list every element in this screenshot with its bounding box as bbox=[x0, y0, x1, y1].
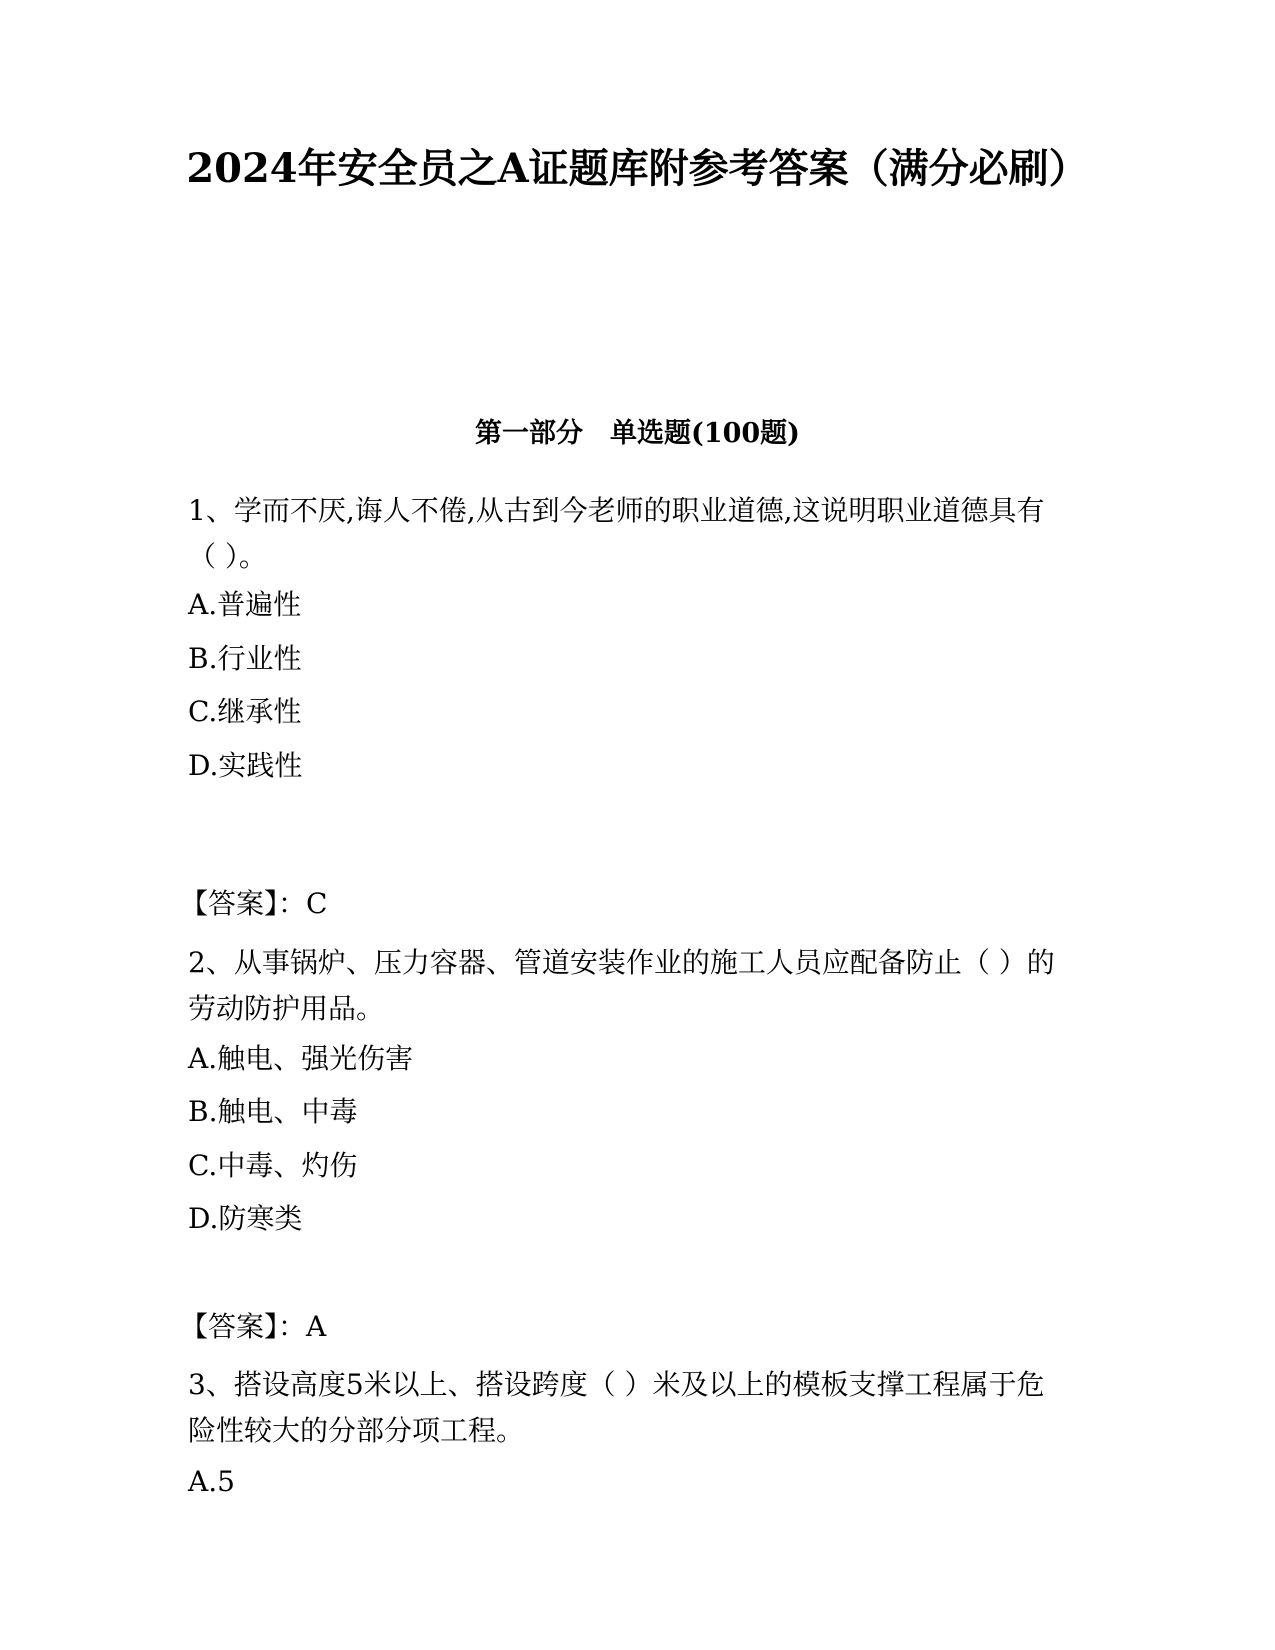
question-stem: 3、搭设高度5米以上、搭设跨度（ ）米及以上的模板支撑工程属于危险性较大的分部分项工程。 bbox=[188, 1368, 1045, 1447]
option-a: A.触电、强光伤害 bbox=[188, 1042, 414, 1075]
answer-1: 【答案】：C bbox=[180, 887, 328, 920]
option-a: A.5 bbox=[188, 1465, 235, 1498]
answer-2: 【答案】：A bbox=[180, 1310, 327, 1343]
option-b: B.触电、中毒 bbox=[188, 1095, 358, 1128]
option-a: A.普遍性 bbox=[188, 588, 302, 621]
question-stem: 1、学而不厌,诲人不倦,从古到今老师的职业道德,这说明职业道德具有（ ）。 bbox=[188, 494, 1045, 573]
question-1 bbox=[188, 488, 1068, 818]
option-b: B.行业性 bbox=[188, 642, 302, 675]
option-c: C.继承性 bbox=[188, 695, 302, 728]
option-d: D.防寒类 bbox=[188, 1202, 303, 1235]
document-title: 2024年安全员之A证题库附参考答案（满分必刷） bbox=[186, 145, 1089, 192]
option-d: D.实践性 bbox=[188, 749, 303, 782]
question-3 bbox=[188, 1362, 1068, 1522]
section-heading: 第一部分 单选题(100题) bbox=[475, 418, 800, 449]
question-2 bbox=[188, 940, 1068, 1240]
question-stem: 2、从事锅炉、压力容器、管道安装作业的施工人员应配备防止（ ）的劳动防护用品。 bbox=[188, 946, 1055, 1025]
option-c: C.中毒、灼伤 bbox=[188, 1149, 358, 1182]
